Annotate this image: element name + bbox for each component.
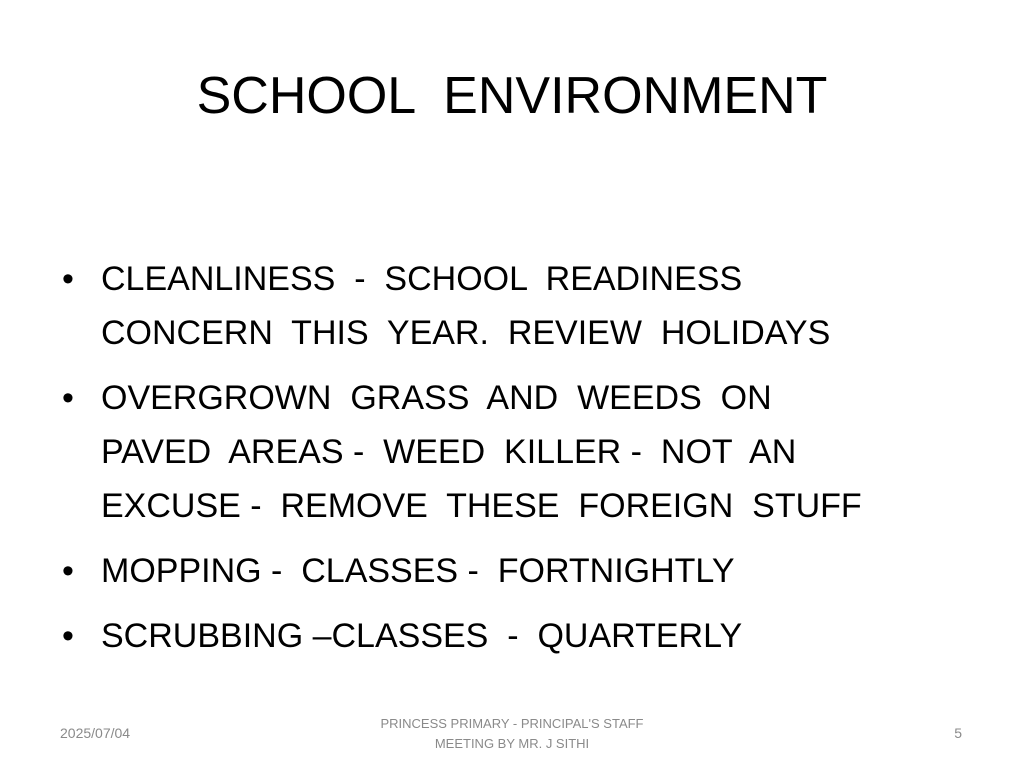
bullet-item: [58, 371, 958, 533]
bullet-dot-icon: •: [62, 379, 74, 417]
bullet-text-line: CONCERN THIS YEAR. REVIEW HOLIDAYS: [101, 314, 831, 352]
bullet-item: [58, 544, 958, 598]
bullet-item: [58, 609, 958, 663]
bullet-text-line: PAVED AREAS - WEED KILLER - NOT AN: [101, 433, 797, 471]
page-number: 5: [954, 725, 962, 741]
footer-title-line: PRINCESS PRIMARY - PRINCIPAL'S STAFF: [380, 716, 644, 731]
bullet-dot-icon: •: [62, 260, 74, 298]
slide-title: SCHOOL ENVIRONMENT: [196, 67, 828, 125]
bullet-dot-icon: •: [62, 552, 74, 590]
footer-date: 2025/07/04: [60, 725, 131, 741]
bullet-text-line: EXCUSE - REMOVE THESE FOREIGN STUFF: [101, 487, 862, 525]
footer-title-line: MEETING BY MR. J SITHI: [434, 736, 590, 751]
bullet-text-line: MOPPING - CLASSES - FORTNIGHTLY: [101, 552, 735, 590]
bullet-text-line: OVERGROWN GRASS AND WEEDS ON: [101, 379, 772, 417]
bullet-dot-icon: •: [62, 617, 74, 655]
footer-presentation-title: [352, 714, 672, 754]
bullet-text-line: CLEANLINESS - SCHOOL READINESS: [101, 260, 743, 298]
bullet-list: [58, 252, 958, 674]
bullet-text-line: SCRUBBING –CLASSES - QUARTERLY: [101, 617, 743, 655]
bullet-item: [58, 252, 958, 360]
